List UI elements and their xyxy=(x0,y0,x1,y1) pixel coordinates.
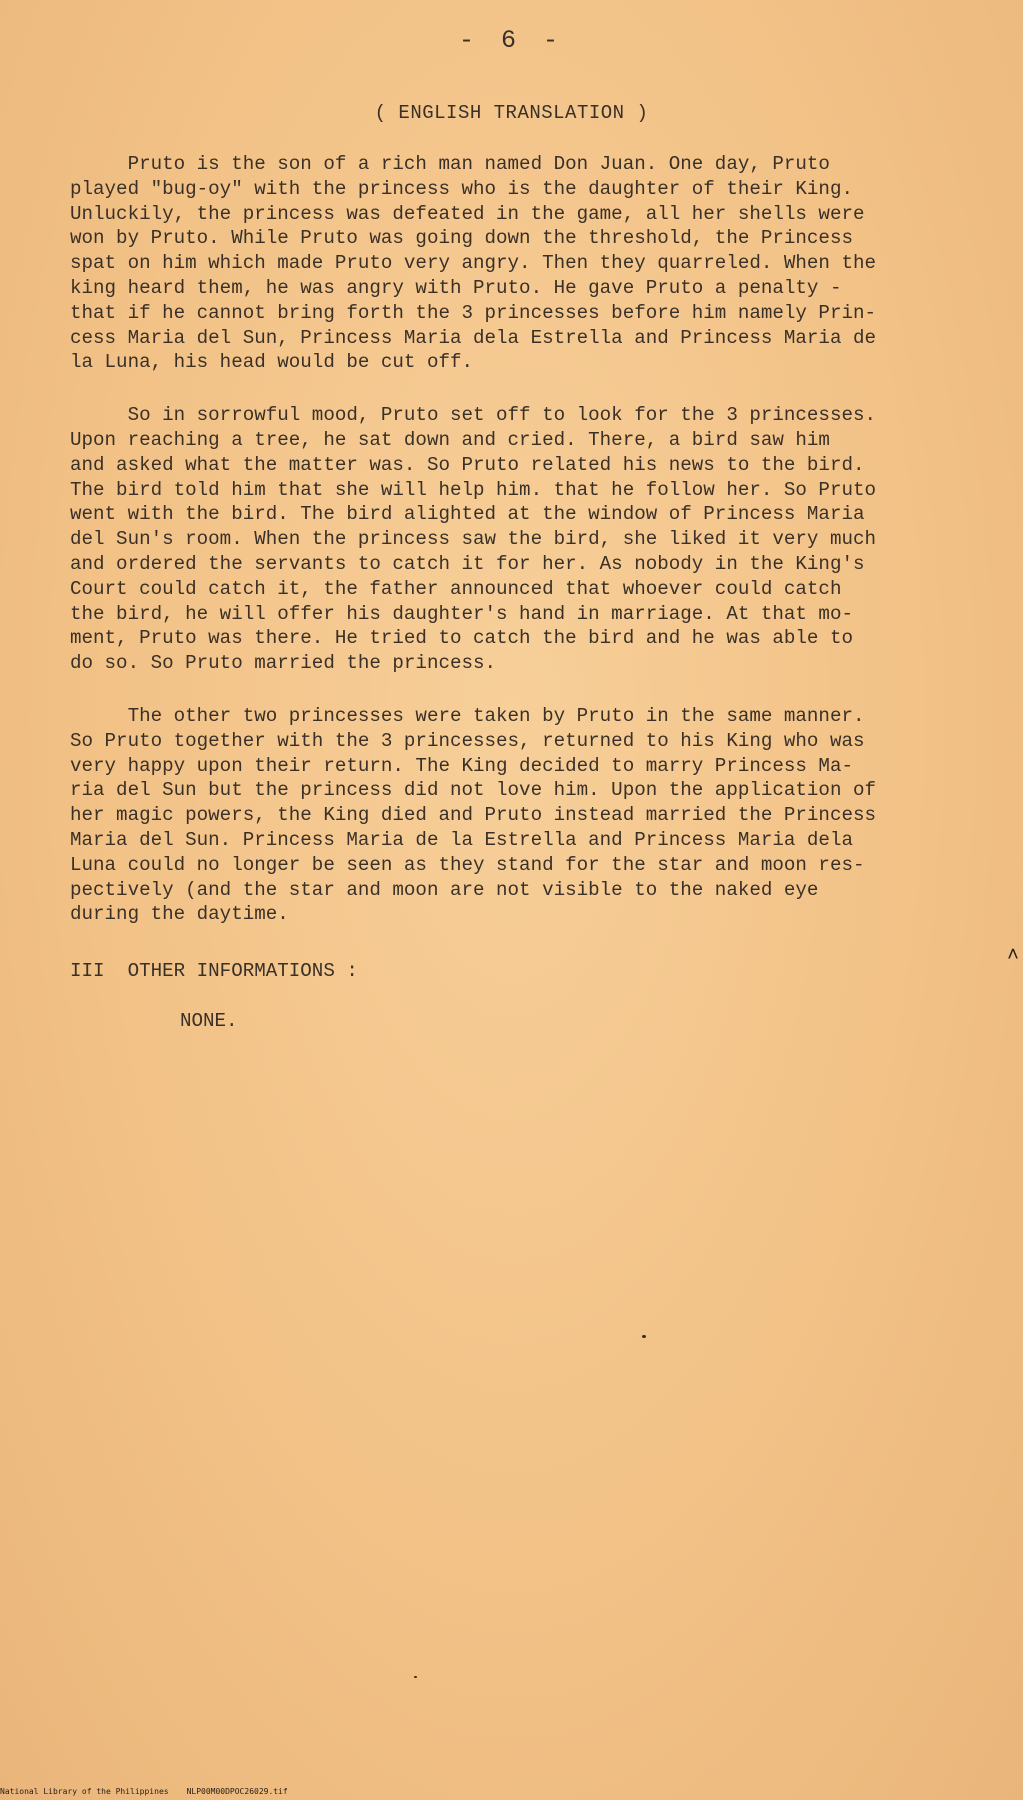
paragraph-1 xyxy=(70,152,940,375)
text-line: pectively (and the star and moon are not visible to the naked eye xyxy=(70,878,819,901)
text-line: king heard them, he was angry with Pruto. He gave Pruto a penalty - xyxy=(70,276,842,299)
paragraph-2 xyxy=(70,403,940,676)
text-line: Unluckily, the princess was defeated in the game, all her shells were xyxy=(70,202,865,225)
paragraph-3 xyxy=(70,704,940,927)
footer-library-name: National Library of the Philippines xyxy=(0,1787,169,1796)
text-line: during the daytime. xyxy=(70,903,289,926)
footer-file-code: NLP00M00DPOC26029.tif xyxy=(186,1787,288,1796)
text-line: del Sun's room. When the princess saw the bird, she liked it very much xyxy=(70,528,877,551)
text-line: So in sorrowful mood, Pruto set off to look for the 3 princesses. xyxy=(70,404,877,427)
translation-heading: ( ENGLISH TRANSLATION ) xyxy=(374,102,649,124)
ink-speck xyxy=(642,1335,646,1338)
text-line: Upon reaching a tree, he sat down and cried. There, a bird saw him xyxy=(70,428,830,451)
text-line: spat on him which made Pruto very angry. Then they quarreled. When the xyxy=(70,252,877,275)
footer-caption xyxy=(0,1787,288,1796)
text-line: Luna could no longer be seen as they stand for the star and moon res- xyxy=(70,853,865,876)
text-line: ment, Pruto was there. He tried to catch the bird and he was able to xyxy=(70,627,853,650)
text-line: la Luna, his head would be cut off. xyxy=(70,351,474,374)
section-title-other-informations: III OTHER INFORMATIONS : xyxy=(70,960,358,982)
text-line: that if he cannot bring forth the 3 princesses before him namely Prin- xyxy=(70,301,877,324)
text-line: played "bug-oy" with the princess who is the daughter of their King. xyxy=(70,177,853,200)
text-line: do so. So Pruto married the princess. xyxy=(70,652,497,675)
text-line: and asked what the matter was. So Pruto related his news to the bird. xyxy=(70,453,865,476)
section-value-none: NONE. xyxy=(180,1010,238,1032)
page-number: - 6 - xyxy=(458,26,564,55)
text-line: the bird, he will offer his daughter's hand in marriage. At that mo- xyxy=(70,602,853,625)
text-line: her magic powers, the King died and Pruto instead married the Princess xyxy=(70,804,877,827)
translation-body xyxy=(70,152,940,955)
text-line: Court could catch it, the father announced that whoever could catch xyxy=(70,577,842,600)
text-line: Maria del Sun. Princess Maria de la Estrella and Princess Maria dela xyxy=(70,828,853,851)
text-line: very happy upon their return. The King decided to marry Princess Ma- xyxy=(70,754,853,777)
edge-mark-icon: ˄ xyxy=(1006,945,1019,968)
text-line: The other two princesses were taken by Pruto in the same manner. xyxy=(70,704,865,727)
text-line: Pruto is the son of a rich man named Don Juan. One day, Pruto xyxy=(70,153,830,175)
text-line: went with the bird. The bird alighted at the window of Princess Maria xyxy=(70,503,865,526)
text-line: The bird told him that she will help him. that he follow her. So Pruto xyxy=(70,478,877,501)
text-line: So Pruto together with the 3 princesses, returned to his King who was xyxy=(70,729,865,752)
text-line: cess Maria del Sun, Princess Maria dela Estrella and Princess Maria de xyxy=(70,326,877,349)
text-line: won by Pruto. While Pruto was going down the threshold, the Princess xyxy=(70,227,853,250)
text-line: and ordered the servants to catch it for her. As nobody in the King's xyxy=(70,552,865,575)
ink-speck xyxy=(414,1676,417,1678)
text-line: ria del Sun but the princess did not love him. Upon the application of xyxy=(70,779,877,802)
